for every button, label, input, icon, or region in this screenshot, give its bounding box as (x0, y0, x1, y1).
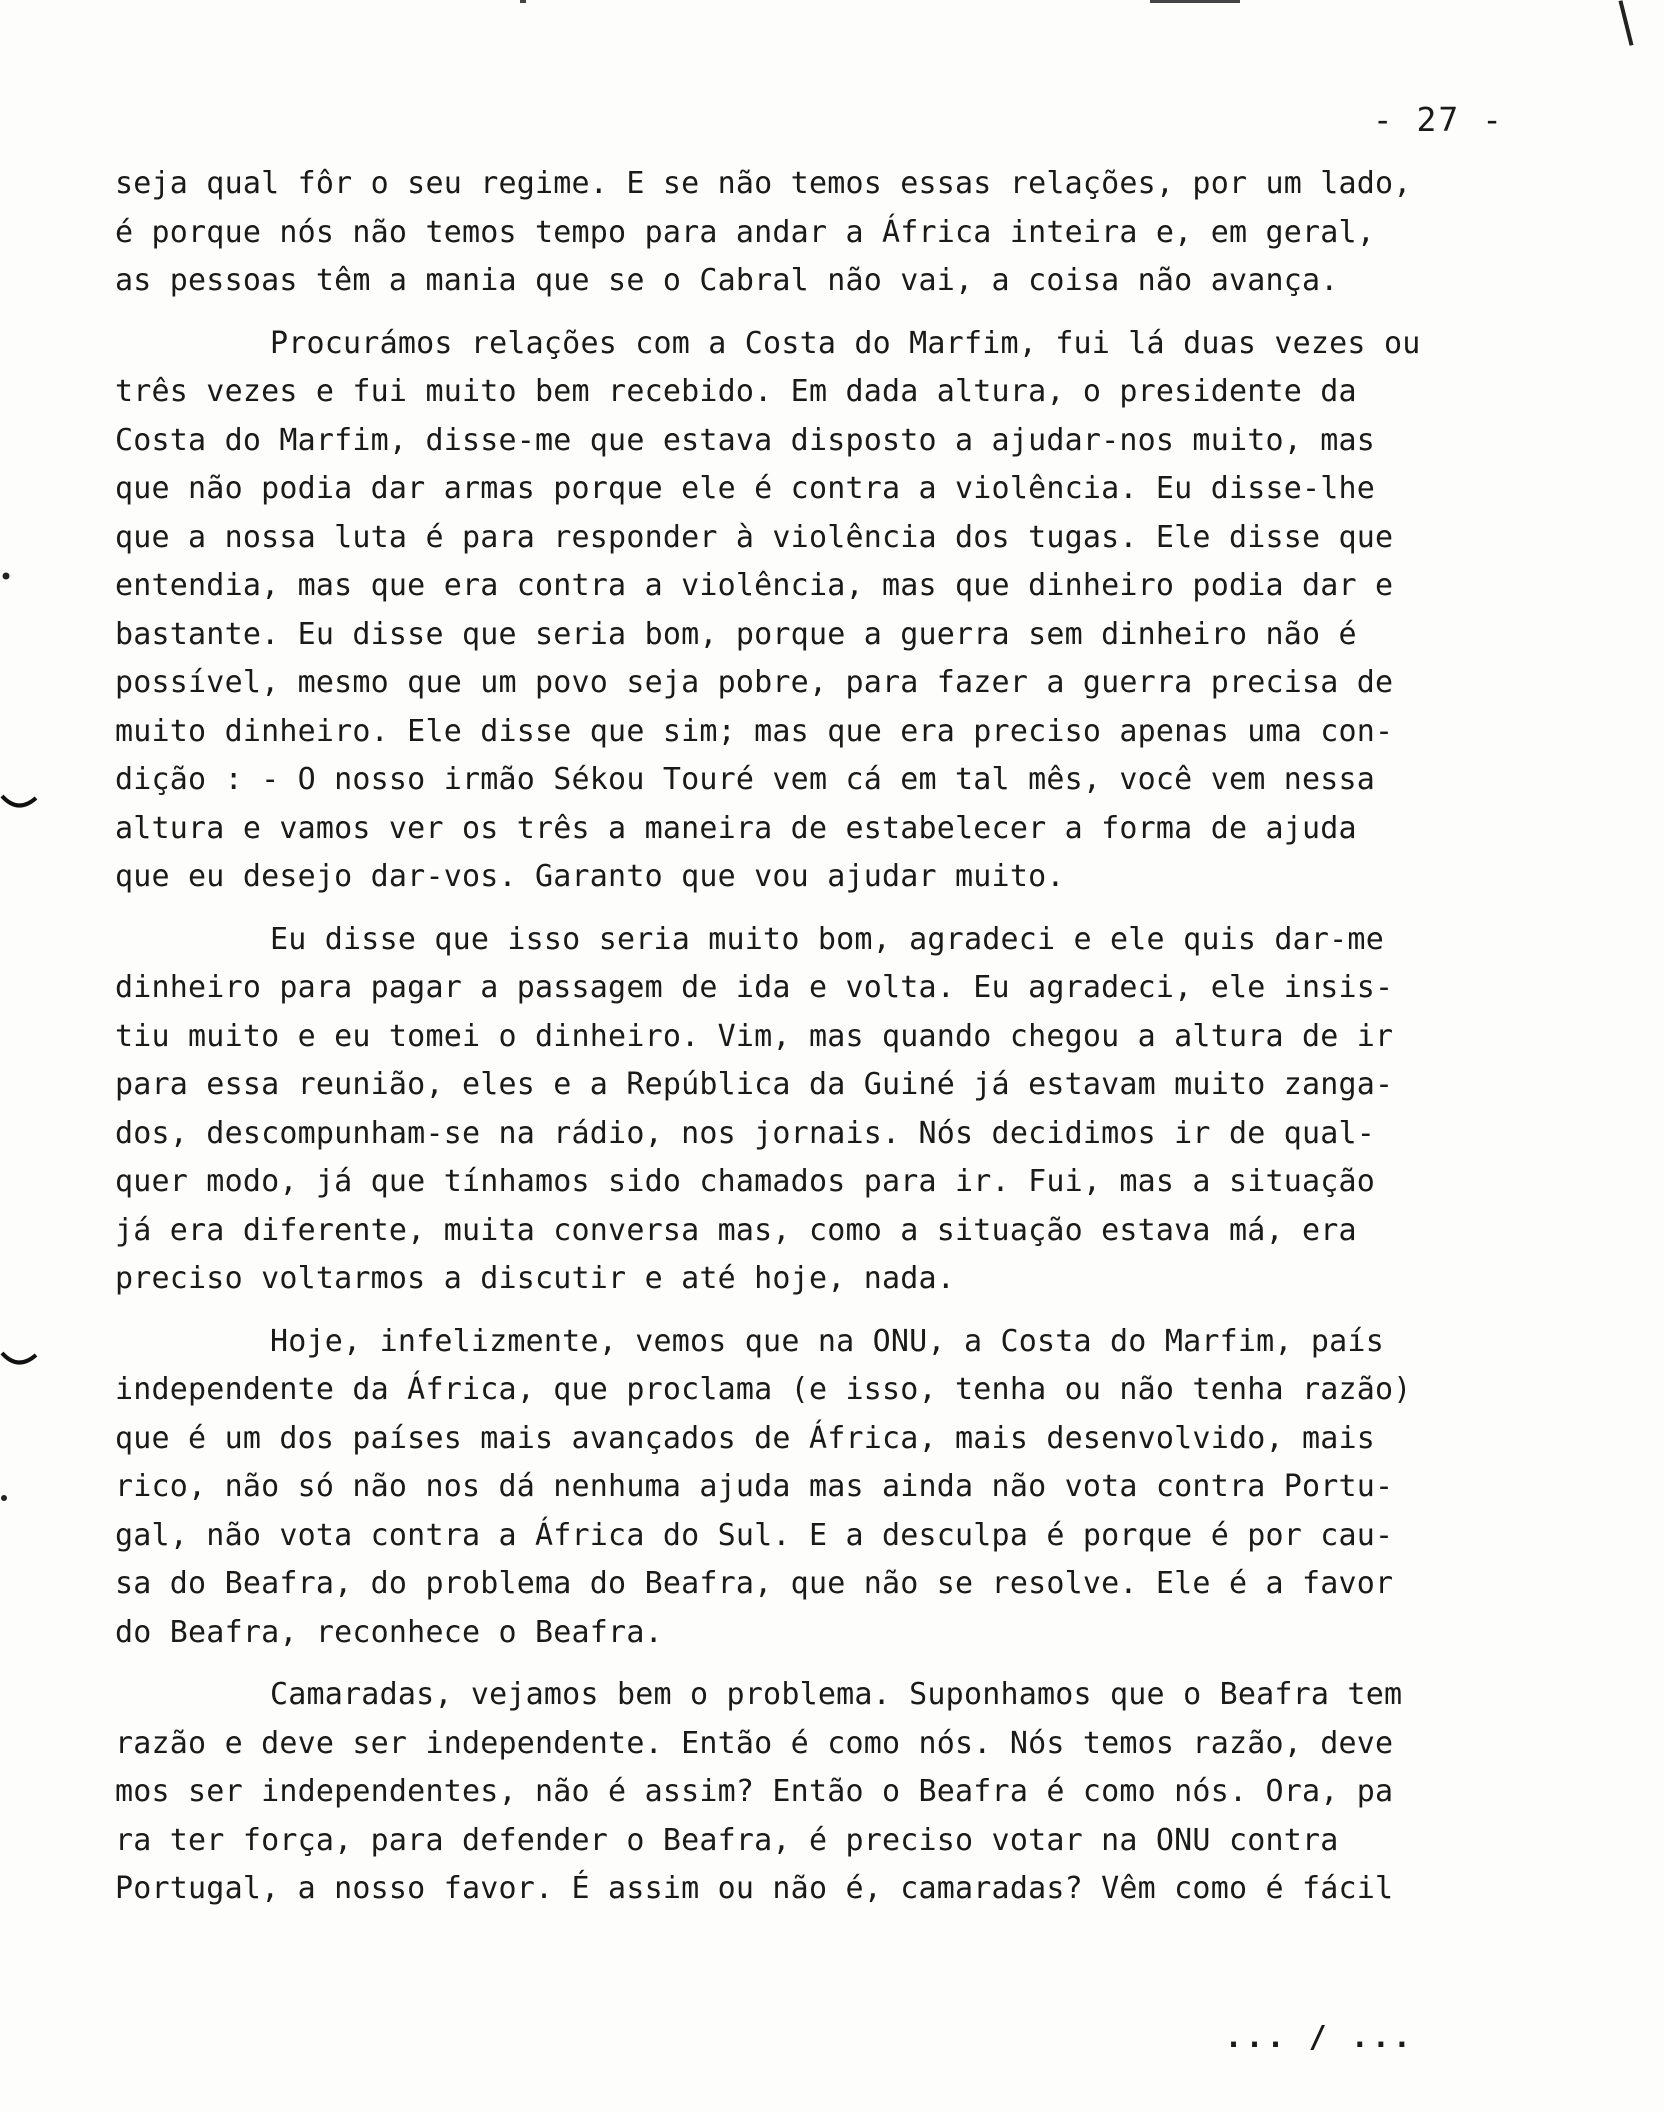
text-line: que não podia dar armas porque ele é contra a violência. Eu disse-lhe (115, 471, 1376, 506)
text-line: sa do Beafra, do problema do Beafra, que não se resolve. Ele é a favor (115, 1566, 1394, 1601)
text-line: tiu muito e eu tomei o dinheiro. Vim, mas quando chegou a altura de ir (115, 1018, 1394, 1054)
text-line: gal, não vota contra a África do Sul. E a desculpa é porque é por cau- (115, 1517, 1394, 1553)
text-line: as pessoas têm a mania que se o Cabral não vai, a coisa não avança. (115, 263, 1339, 298)
text-line: preciso voltarmos a discutir e até hoje, nada. (115, 1261, 956, 1296)
text-line: do Beafra, reconhece o Beafra. (115, 1614, 663, 1650)
text-line: dição : - O nosso irmão Sékou Touré vem cá em tal mês, você vem nessa (115, 762, 1376, 797)
text-line: que a nossa luta é para responder à violência dos tugas. Ele disse que (115, 519, 1394, 555)
text-line: já era diferente, muita conversa mas, como a situação estava má, era (115, 1212, 1357, 1248)
text-line: que eu desejo dar-vos. Garanto que vou ajudar muito. (115, 859, 1065, 894)
text-line: mos ser independentes, não é assim? Então o Beafra é como nós. Ora, pa (115, 1774, 1394, 1809)
text-line: Hoje, infelizmente, vemos que na ONU, a Costa do Marfim, país (270, 1323, 1384, 1359)
text-line: quer modo, já que tínhamos sido chamados para ir. Fui, mas a situação (115, 1164, 1376, 1199)
text-line: Procurámos relações com a Costa do Marfim, fui lá duas vezes ou (270, 325, 1421, 361)
text-line: altura e vamos ver os três a maneira de estabelecer a forma de ajuda (115, 810, 1357, 846)
text-line: independente da África, que proclama (e isso, tenha ou não tenha razão) (115, 1372, 1412, 1407)
text-line: dinheiro para pagar a passagem de ida e volta. Eu agradeci, ele insis- (115, 970, 1394, 1005)
page-number: - 27 - (1372, 100, 1504, 139)
paragraph (115, 1671, 1565, 1914)
text-line: é porque nós não temos tempo para andar a África inteira e, em geral, (115, 214, 1376, 250)
text-line: Portugal, a nosso favor. É assim ou não é, camaradas? Vêm como é fácil (115, 1871, 1394, 1906)
text-line: que é um dos países mais avançados de África, mais desenvolvido, mais (115, 1420, 1376, 1456)
text-line: possível, mesmo que um povo seja pobre, para fazer a guerra precisa de (115, 665, 1394, 700)
margin-dot-mark (0, 568, 16, 584)
paragraph (115, 1318, 1565, 1658)
text-line: ra ter força, para defender o Beafra, é preciso votar na ONU contra (115, 1822, 1339, 1858)
body-text (115, 160, 1565, 1928)
text-line: para essa reunião, eles e a República da Guiné já estavam muito zanga- (115, 1067, 1394, 1102)
text-line: entendia, mas que era contra a violência, mas que dinheiro podia dar e (115, 568, 1394, 603)
margin-binding-mark (0, 1345, 40, 1375)
margin-dot-mark (0, 1490, 16, 1506)
scan-artifact-top (520, 0, 526, 3)
text-line: razão e deve ser independente. Então é como nós. Nós temos razão, deve (115, 1725, 1394, 1761)
text-line: bastante. Eu disse que seria bom, porque a guerra sem dinheiro não é (115, 616, 1357, 652)
paragraph (115, 916, 1565, 1304)
text-line: dos, descompunham-se na rádio, nos jornais. Nós decidimos ir de qual- (115, 1115, 1376, 1151)
margin-binding-mark (0, 788, 40, 818)
text-line: Costa do Marfim, disse-me que estava disposto a ajudar-nos muito, mas (115, 422, 1376, 458)
continuation-mark: ... / ... (1224, 2020, 1414, 2055)
text-line: Eu disse que isso seria muito bom, agradeci e ele quis dar-me (270, 921, 1384, 957)
text-line: rico, não só não nos dá nenhuma ajuda mas ainda não vota contra Portu- (115, 1469, 1394, 1504)
text-line: Camaradas, vejamos bem o problema. Suponhamos que o Beafra tem (270, 1677, 1403, 1712)
text-line: três vezes e fui muito bem recebido. Em dada altura, o presidente da (115, 374, 1357, 409)
paragraph (115, 320, 1565, 902)
paragraph (115, 160, 1565, 306)
text-line: muito dinheiro. Ele disse que sim; mas que era preciso apenas uma con- (115, 713, 1394, 749)
scan-artifact-top (1150, 0, 1240, 3)
scan-artifact-corner (1618, 0, 1633, 46)
text-line: seja qual fôr o seu regime. E se não temos essas relações, por um lado, (115, 166, 1412, 201)
